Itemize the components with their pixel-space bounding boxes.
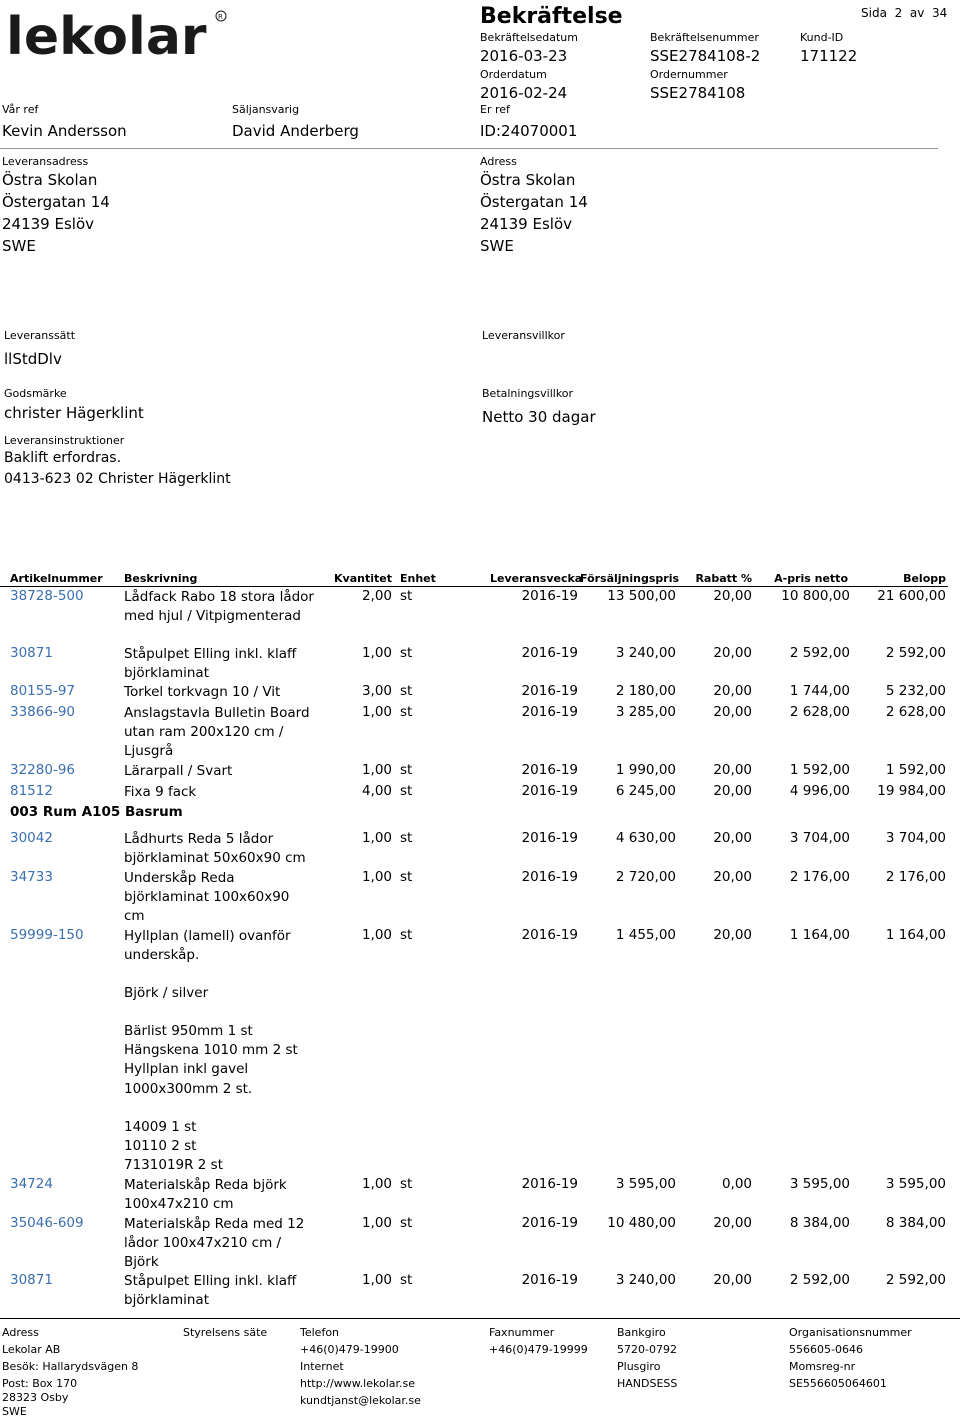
sales: David Anderberg (232, 122, 359, 140)
footer-company: Lekolar AB (2, 1343, 61, 1356)
instructions-line-1: Baklift erfordras. (4, 450, 122, 466)
quantity: 1,00 (361, 762, 392, 778)
footer-bankgiro: 5720-0792 (617, 1343, 677, 1356)
item-note-line: 14009 1 st (124, 1119, 197, 1135)
header-divider (0, 148, 938, 149)
footer-post: Post: Box 170 (2, 1377, 78, 1390)
payment-terms: Netto 30 dagar (482, 408, 596, 426)
sales-price: 3 240,00 (615, 645, 676, 661)
net-price: 2 592,00 (789, 645, 850, 661)
your-ref: ID:24070001 (480, 122, 578, 140)
delivery-week: 2016-19 (521, 1176, 578, 1192)
footer-address-label: Adress (2, 1326, 39, 1339)
footer-web-link[interactable]: http://www.lekolar.se (300, 1377, 416, 1390)
order-date: 2016-02-24 (480, 84, 568, 102)
col-net-price: A-pris netto (774, 572, 848, 585)
order-date-label: Orderdatum (480, 68, 547, 81)
footer-fax-number: +46(0)479-19999 (489, 1343, 588, 1356)
amount: 3 704,00 (885, 830, 946, 846)
page-label: Sida (861, 6, 887, 20)
footer-org-number: 556605-0646 (789, 1343, 863, 1356)
address-line: Östra Skolan (480, 171, 576, 189)
discount: 20,00 (713, 588, 752, 604)
confirm-no: SSE2784108-2 (650, 47, 761, 65)
customer-id: 171122 (800, 47, 858, 65)
article-number: 59999-150 (10, 927, 84, 943)
net-price: 2 176,00 (789, 869, 850, 885)
amount: 2 592,00 (885, 1272, 946, 1288)
address (480, 169, 588, 257)
unit: st (400, 762, 413, 778)
article-number: 33866-90 (10, 704, 75, 720)
address-label: Adress (480, 155, 517, 168)
discount: 20,00 (713, 1215, 752, 1231)
lekolar-logo (6, 8, 228, 68)
footer-phone: +46(0)479-19900 (300, 1343, 399, 1356)
document-title: Bekräftelse (480, 4, 623, 29)
quantity: 1,00 (361, 830, 392, 846)
page-indicator (861, 6, 947, 20)
order-no-label: Ordernummer (650, 68, 728, 81)
col-description: Beskrivning (124, 572, 198, 585)
table-header (0, 572, 948, 587)
quantity: 3,00 (361, 683, 392, 699)
description: Materialskåp Reda med 12 lådor 100x47x210 cm / Björk (124, 1216, 305, 1271)
amount: 5 232,00 (885, 683, 946, 699)
article-number: 32280-96 (10, 762, 75, 778)
delivery-address-line: Östra Skolan (2, 171, 98, 189)
article-number: 35046-609 (10, 1215, 84, 1231)
footer-phone-label: Telefon (300, 1326, 340, 1339)
footer-bankgiro-label: Bankgiro (617, 1326, 666, 1339)
delivery-week: 2016-19 (521, 869, 578, 885)
sales-price: 10 480,00 (607, 1215, 676, 1231)
page-total: 34 (931, 6, 948, 20)
footer-fax (489, 1324, 588, 1358)
delivery-method-label: Leveranssätt (4, 329, 76, 342)
delivery-week: 2016-19 (521, 762, 578, 778)
our-ref: Kevin Andersson (2, 122, 127, 140)
unit: st (400, 704, 413, 720)
description: Anslagstavla Bulletin Board utan ram 200x120 cm / Ljusgrå (124, 705, 310, 760)
net-price: 1 164,00 (789, 927, 850, 943)
our-ref-label: Vår ref (2, 103, 39, 116)
discount: 20,00 (713, 830, 752, 846)
footer-vat-label: Momsreg-nr (789, 1360, 856, 1373)
your-ref-label: Er ref (480, 103, 510, 116)
delivery-address-line: 24139 Eslöv (2, 215, 94, 233)
order-no: SSE2784108 (650, 84, 746, 102)
footer-divider (0, 1318, 960, 1319)
article-number: 80155-97 (10, 683, 75, 699)
address-line: SWE (480, 237, 514, 255)
footer-plusgiro-label: Plusgiro (617, 1360, 661, 1373)
description: Lådhurts Reda 5 lådor björklaminat 50x60x90 cm (124, 831, 306, 867)
net-price: 4 996,00 (789, 783, 850, 799)
discount: 20,00 (713, 683, 752, 699)
col-sales-price: Försäljningspris (580, 572, 680, 585)
discount: 20,00 (713, 762, 752, 778)
delivery-address-line: Östergatan 14 (2, 193, 110, 211)
delivery-week: 2016-19 (521, 830, 578, 846)
delivery-method: llStdDlv (4, 350, 62, 368)
payment-terms-label: Betalningsvillkor (482, 387, 574, 400)
amount: 2 176,00 (885, 869, 946, 885)
col-delivery-week: Leveransvecka (490, 572, 583, 585)
col-discount: Rabatt % (695, 572, 752, 585)
sales-price: 2 180,00 (615, 683, 676, 699)
page-number: 2 (894, 6, 903, 20)
amount: 2 592,00 (885, 645, 946, 661)
article-number: 38728-500 (10, 588, 84, 604)
item-note-list (124, 1022, 298, 1099)
article-number: 34724 (10, 1176, 53, 1192)
discount: 20,00 (713, 1272, 752, 1288)
page-of-label: av (909, 6, 925, 20)
discount: 20,00 (713, 704, 752, 720)
unit: st (400, 1215, 413, 1231)
footer-email-link[interactable]: kundtjanst@lekolar.se (300, 1394, 421, 1407)
instructions-label: Leveransinstruktioner (4, 434, 125, 447)
net-price: 3 595,00 (789, 1176, 850, 1192)
footer-visit: Besök: Hallarydsvägen 8 (2, 1360, 139, 1373)
unit: st (400, 830, 413, 846)
footer-vat-number: SE556605064601 (789, 1377, 887, 1390)
sales-price: 3 240,00 (615, 1272, 676, 1288)
footer-country: SWE (2, 1405, 27, 1418)
discount: 20,00 (713, 927, 752, 943)
description: Ståpulpet Elling inkl. klaff björklaminat (124, 1273, 297, 1309)
footer-plusgiro: HANDSESS (617, 1377, 678, 1390)
amount: 19 984,00 (877, 783, 946, 799)
confirm-date-label: Bekräftelsedatum (480, 31, 578, 44)
unit: st (400, 645, 413, 661)
item-note-line: Hängskena 1010 mm 2 st (124, 1042, 298, 1059)
address-line: Östergatan 14 (480, 193, 588, 211)
net-price: 8 384,00 (789, 1215, 850, 1231)
quantity: 1,00 (361, 1215, 392, 1231)
unit: st (400, 1272, 413, 1288)
net-price: 1 744,00 (789, 683, 850, 699)
amount: 1 592,00 (885, 762, 946, 778)
item-note-line: 1000x300mm 2 st. (124, 1080, 253, 1097)
item-note-line: 10110 2 st (124, 1138, 197, 1155)
item-note-line: Bärlist 950mm 1 st (124, 1023, 253, 1039)
article-number: 34733 (10, 869, 53, 885)
amount: 2 628,00 (885, 704, 946, 720)
delivery-week: 2016-19 (521, 683, 578, 699)
delivery-address (2, 169, 110, 257)
delivery-week: 2016-19 (521, 645, 578, 661)
quantity: 1,00 (361, 927, 392, 943)
item-note-list (124, 1118, 223, 1176)
sales-price: 6 245,00 (615, 783, 676, 799)
address-line: 24139 Eslöv (480, 215, 572, 233)
goods-label: Godsmärke (4, 387, 67, 400)
footer-bank (617, 1324, 677, 1392)
sales-price: 1 455,00 (615, 927, 676, 943)
net-price: 3 704,00 (789, 830, 850, 846)
quantity: 1,00 (361, 1272, 392, 1288)
instructions-line-2: 0413-623 02 Christer Hägerklint (4, 471, 231, 487)
description: Materialskåp Reda björk 100x47x210 cm (124, 1177, 287, 1213)
quantity: 1,00 (361, 1176, 392, 1192)
logo-graphic (6, 8, 228, 64)
footer-org-label: Organisationsnummer (789, 1326, 912, 1339)
unit: st (400, 869, 413, 885)
sales-price: 3 285,00 (615, 704, 676, 720)
unit: st (400, 783, 413, 799)
quantity: 1,00 (361, 645, 392, 661)
confirm-date: 2016-03-23 (480, 47, 568, 65)
net-price: 2 628,00 (789, 704, 850, 720)
footer-org (789, 1324, 912, 1392)
delivery-week: 2016-19 (521, 783, 578, 799)
unit: st (400, 1176, 413, 1192)
sales-price: 13 500,00 (607, 588, 676, 604)
net-price: 2 592,00 (789, 1272, 850, 1288)
article-number: 30042 (10, 830, 53, 846)
item-note: Björk / silver (124, 985, 209, 1001)
svg-text:R: R (218, 13, 223, 21)
description: Lådfack Rabo 18 stora lådor med hjul / Vitpigmenterad (124, 589, 314, 625)
footer-address (2, 1324, 138, 1420)
confirm-no-label: Bekräftelsenummer (650, 31, 759, 44)
footer-zip: 28323 Osby (2, 1391, 69, 1404)
amount: 3 595,00 (885, 1176, 946, 1192)
delivery-week: 2016-19 (521, 1272, 578, 1288)
footer-contact (300, 1324, 421, 1409)
sales-price: 1 990,00 (615, 762, 676, 778)
description: Ståpulpet Elling inkl. klaff björklaminat (124, 646, 297, 682)
description: Hyllplan (lamell) ovanför underskåp. (124, 928, 291, 964)
amount: 21 600,00 (877, 588, 946, 604)
quantity: 2,00 (361, 588, 392, 604)
footer-fax-label: Faxnummer (489, 1326, 555, 1339)
delivery-week: 2016-19 (521, 588, 578, 604)
unit: st (400, 927, 413, 943)
footer-internet-label: Internet (300, 1360, 344, 1373)
article-number: 30871 (10, 645, 53, 661)
col-amount: Belopp (903, 572, 946, 585)
net-price: 10 800,00 (781, 588, 850, 604)
goods: christer Hägerklint (4, 404, 144, 422)
customer-id-label: Kund-ID (800, 31, 844, 44)
description: Underskåp Reda björklaminat 100x60x90 cm (124, 870, 290, 925)
col-unit: Enhet (400, 572, 436, 585)
net-price: 1 592,00 (789, 762, 850, 778)
quantity: 1,00 (361, 704, 392, 720)
discount: 20,00 (713, 783, 752, 799)
unit: st (400, 683, 413, 699)
footer-board-label: Styrelsens säte (183, 1326, 268, 1339)
delivery-week: 2016-19 (521, 1215, 578, 1231)
discount: 20,00 (713, 645, 752, 661)
article-number: 81512 (10, 783, 53, 799)
description: Lärarpall / Svart (124, 763, 233, 779)
col-article: Artikelnummer (10, 572, 103, 585)
logo-wordmark: lekolar (6, 8, 207, 64)
unit: st (400, 588, 413, 604)
discount: 0,00 (721, 1176, 752, 1192)
item-note-line: 7131019R 2 st (124, 1157, 224, 1174)
article-number: 30871 (10, 1272, 53, 1288)
delivery-terms-label: Leveransvillkor (482, 329, 565, 342)
delivery-address-line: SWE (2, 237, 36, 255)
delivery-week: 2016-19 (521, 704, 578, 720)
quantity: 4,00 (361, 783, 392, 799)
item-note-line: Hyllplan inkl gavel (124, 1061, 249, 1078)
description: Torkel torkvagn 10 / Vit (124, 684, 281, 700)
section-heading: 003 Rum A105 Basrum (10, 804, 183, 820)
discount: 20,00 (713, 869, 752, 885)
sales-price: 4 630,00 (615, 830, 676, 846)
amount: 1 164,00 (885, 927, 946, 943)
col-quantity: Kvantitet (334, 572, 392, 585)
amount: 8 384,00 (885, 1215, 946, 1231)
description: Fixa 9 fack (124, 784, 197, 800)
delivery-address-label: Leveransadress (2, 155, 89, 168)
delivery-week: 2016-19 (521, 927, 578, 943)
sales-price: 3 595,00 (615, 1176, 676, 1192)
sales-label: Säljansvarig (232, 103, 300, 116)
sales-price: 2 720,00 (615, 869, 676, 885)
quantity: 1,00 (361, 869, 392, 885)
